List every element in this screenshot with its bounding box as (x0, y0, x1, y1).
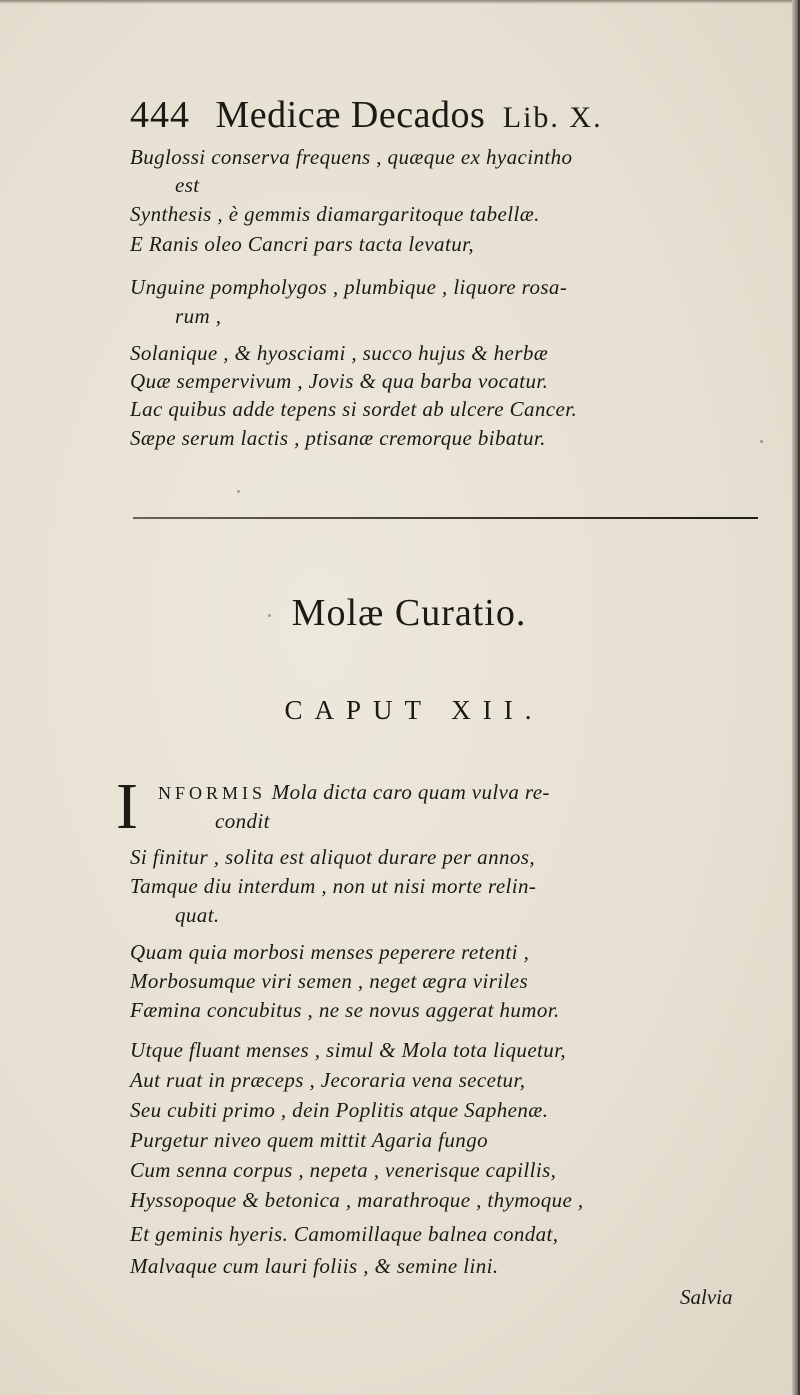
section-divider-rule (133, 517, 758, 519)
verse-line: Quam quia morbosi menses peperere retenti , (130, 940, 530, 964)
verse-line-continuation: quat. (175, 903, 220, 927)
verse-line: Unguine pompholygos , plumbique , liquore rosa- (130, 275, 568, 299)
verse-line: Hyssopoque & betonica , marathroque , thymoque , (130, 1188, 584, 1212)
verse-line: E Ranis oleo Cancri pars tacta levatur, (130, 232, 474, 256)
first-word-small-caps: NFORMIS (158, 783, 267, 803)
paper-speck (268, 614, 271, 617)
verse-line: Aut ruat in præceps , Jecoraria vena secetur, (130, 1068, 526, 1092)
verse-line: Lac quibus adde tepens si sordet ab ulcere Cancer. (130, 397, 578, 421)
verse-line: Cum senna corpus , nepeta , venerisque capillis, (130, 1158, 557, 1182)
verse-line-continuation: condit (215, 809, 270, 833)
paper-speck (760, 440, 763, 443)
running-header (130, 90, 750, 140)
verse-line: Sæpe serum lactis , ptisanæ cremorque bibatur. (130, 426, 546, 450)
verse-line: Morbosumque viri semen , neget ægra viriles (130, 969, 529, 993)
verse-line: Fæmina concubitus , ne se novus aggerat humor. (130, 998, 560, 1022)
verse-line: Purgetur niveo quem mittit Agaria fungo (130, 1128, 488, 1152)
running-title: Medicæ Decados (215, 94, 486, 136)
verse-line: Si finitur , solita est aliquot durare per annos, (130, 845, 536, 869)
verse-line: Solanique , & hyosciami , succo hujus & herbæ (130, 341, 549, 365)
book-number: Lib. X. (502, 101, 603, 134)
verse-line: Buglossi conserva frequens , quæque ex hyacintho (130, 145, 573, 169)
verse-line-continuation: rum , (175, 304, 222, 328)
page-top-edge (0, 0, 798, 4)
verse-line: Quæ sempervivum , Jovis & qua barba vocatur. (130, 369, 549, 393)
verse-line: Malvaque cum lauri foliis , & semine lini. (130, 1254, 499, 1278)
verse-line: Utque fluant menses , simul & Mola tota liquetur, (130, 1038, 567, 1062)
verse-line: Et geminis hyeris. Camomillaque balnea condat, (130, 1222, 559, 1246)
verse-line: Seu cubiti primo , dein Poplitis atque Saphenæ. (130, 1098, 549, 1122)
paper-speck (237, 490, 240, 493)
first-verse-rest: Mola dicta caro quam vulva re- (271, 780, 550, 804)
chapter-heading: CAPUT XII. (284, 695, 544, 725)
verse-line: Tamque diu interdum , non ut nisi morte relin- (130, 874, 537, 898)
verse-line-continuation: est (175, 173, 200, 197)
first-verse-line (158, 778, 770, 807)
verse-line: Synthesis , è gemmis diamargaritoque tabellæ. (130, 202, 540, 226)
section-title: Molæ Curatio. (291, 592, 527, 634)
page-number: 444 (130, 94, 190, 136)
drop-cap: I (116, 770, 138, 843)
catchword: Salvia (680, 1285, 733, 1309)
